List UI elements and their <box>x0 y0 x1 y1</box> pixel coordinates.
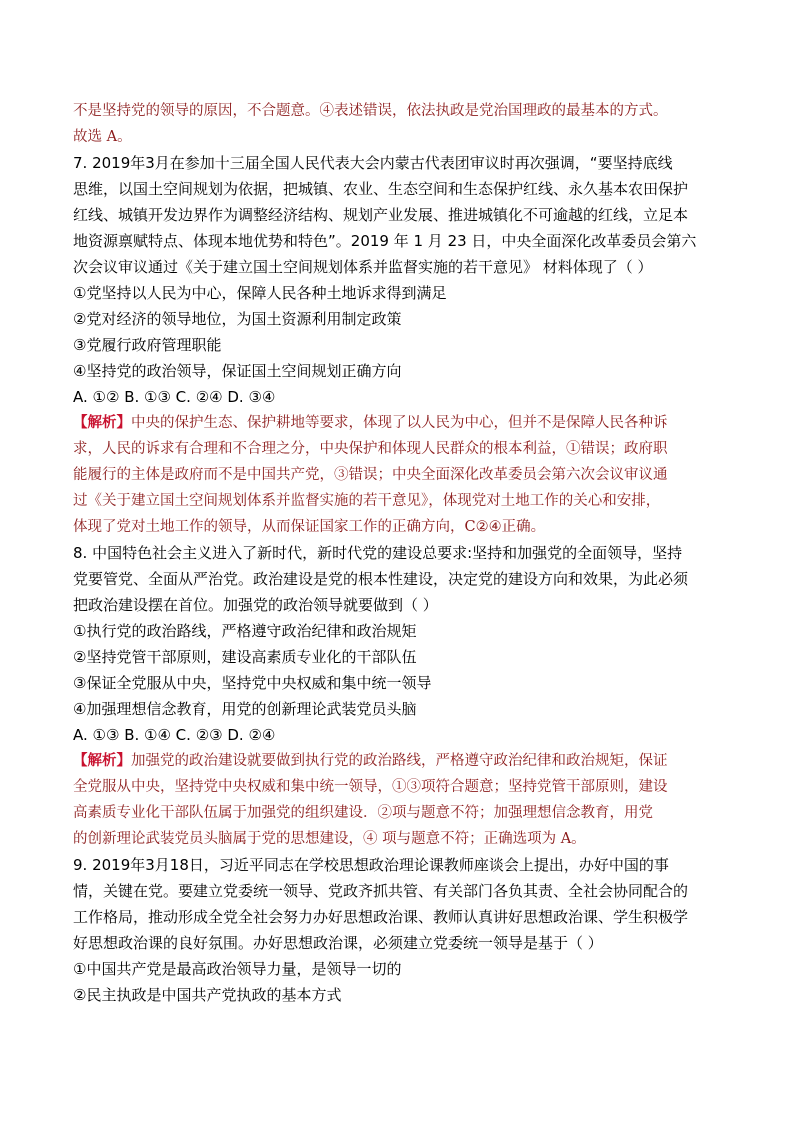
question-7 <box>73 150 723 540</box>
explanation-line: 不是坚持党的领导的原因，不合题意。④表述错误，依法执政是党治国理政的最基本的方式。 <box>73 103 668 119</box>
explanation-line <box>73 748 723 774</box>
explanation-line: 能履行的主体是政府而不是中国共产党，③错误；中央全面深化改革委员会第六次会议审议通 <box>73 467 668 483</box>
option-item: ①中国共产党是最高政治领导力量，是领导一切的 <box>73 960 402 978</box>
question-stem-line: 7. 2019年3月在参加十三届全国人民代表大会内蒙古代表团审议时再次强调，“要坚持底线 <box>73 154 673 172</box>
option-item: ③保证全党服从中央，坚持党中央权威和集中统一领导 <box>73 674 432 692</box>
question-stem-line: 好思想政治课的良好氛围。办好思想政治课，必须建立党委统一领导是基于（ ） <box>73 934 603 952</box>
explanation-line: 全党服从中央，坚持党中央权威和集中统一领导，①③项符合题意；坚持党管干部原则，建设 <box>73 779 668 795</box>
answer-choices: A. ①② B. ①③ C. ②④ D. ③④ <box>73 388 276 406</box>
option-item: ②坚持党管干部原则，建设高素质专业化的干部队伍 <box>73 648 417 666</box>
question-stem-line: 红线、城镇开发边界作为调整经济结构、规划产业发展、推进城镇化不可逾越的红线，立足本 <box>73 206 689 224</box>
previous-explanation-tail <box>73 98 723 150</box>
option-item: ①执行党的政治路线，严格遵守政治纪律和政治规矩 <box>73 622 417 640</box>
question-stem-line: 情，关键在党。要建立党委统一领导、党政齐抓共管、有关部门各负其责、全社会协同配合的 <box>73 882 689 900</box>
question-stem-line: 次会议审议通过《关于建立国土空间规划体系并监督实施的若干意见》 材料体现了（ ） <box>73 258 653 276</box>
question-stem-line: 工作格局，推动形成全党全社会努力办好思想政治课、教师认真讲好思想政治课、学生积极学 <box>73 908 689 926</box>
explanation-line: 体现了党对土地工作的领导，从而保证国家工作的正确方向，C②④正确。 <box>73 519 546 535</box>
question-stem-line: 思维，以国土空间规划为依据，把城镇、农业、生态空间和生态保护红线、永久基本农田保护 <box>73 180 689 198</box>
question-8 <box>73 540 723 852</box>
option-item: ④加强理想信念教育，用党的创新理论武装党员头脑 <box>73 700 417 718</box>
question-stem-line: 地资源禀赋特点、体现本地优势和特色”。2019 年 1 月 23 日，中央全面深化改革委员会第六 <box>73 232 697 250</box>
explanation-line: 求，人民的诉求有合理和不合理之分，中央保护和体现人民群众的根本利益，①错误；政府职 <box>73 441 668 457</box>
question-stem-line: 把政治建设摆在首位。加强党的政治领导就要做到（ ） <box>73 596 438 614</box>
explanation-line <box>73 410 723 436</box>
question-stem-line: 8. 中国特色社会主义进入了新时代，新时代党的建设总要求:坚持和加强党的全面领导，坚持 <box>73 544 683 562</box>
explanation-tag: 【解析】 <box>73 752 131 769</box>
question-stem-line: 9. 2019年3月18日，习近平同志在学校思想政治理论课教师座谈会上提出，办好中国的事 <box>73 856 669 874</box>
option-item: ②民主执政是中国共产党执政的基本方式 <box>73 986 342 1004</box>
explanation-text: 加强党的政治建设就要做到执行党的政治路线，严格遵守政治纪律和政治规矩，保证 <box>131 753 668 769</box>
option-item: ②党对经济的领导地位，为国土资源利用制定政策 <box>73 310 402 328</box>
answer-choices: A. ①③ B. ①④ C. ②③ D. ②④ <box>73 726 276 744</box>
explanation-text: 中央的保护生态、保护耕地等要求，体现了以人民为中心，但并不是保障人民各种诉 <box>131 415 668 431</box>
explanation-line: 高素质专业化干部队伍属于加强党的组织建设．②项与题意不符；加强理想信念教育，用党 <box>73 805 653 821</box>
question-stem-line: 党要管党、全面从严治党。政治建设是党的根本性建设，决定党的建设方向和效果，为此必须 <box>73 570 689 588</box>
explanation-line: 的创新理论武装党员头脑属于党的思想建设，④ 项与题意不符；正确选项为 A。 <box>73 831 586 847</box>
explanation-line: 故选 A。 <box>73 129 132 145</box>
option-item: ④坚持党的政治领导，保证国土空间规划正确方向 <box>73 362 402 380</box>
document-content <box>73 98 723 1008</box>
question-9 <box>73 852 723 1008</box>
option-item: ③党履行政府管理职能 <box>73 336 222 354</box>
explanation-line: 过《关于建立国土空间规划体系并监督实施的若干意见》，体现党对土地工作的关心和安排， <box>73 493 661 509</box>
option-item: ①党坚持以人民为中心，保障人民各种土地诉求得到满足 <box>73 284 447 302</box>
explanation-tag: 【解析】 <box>73 414 131 431</box>
